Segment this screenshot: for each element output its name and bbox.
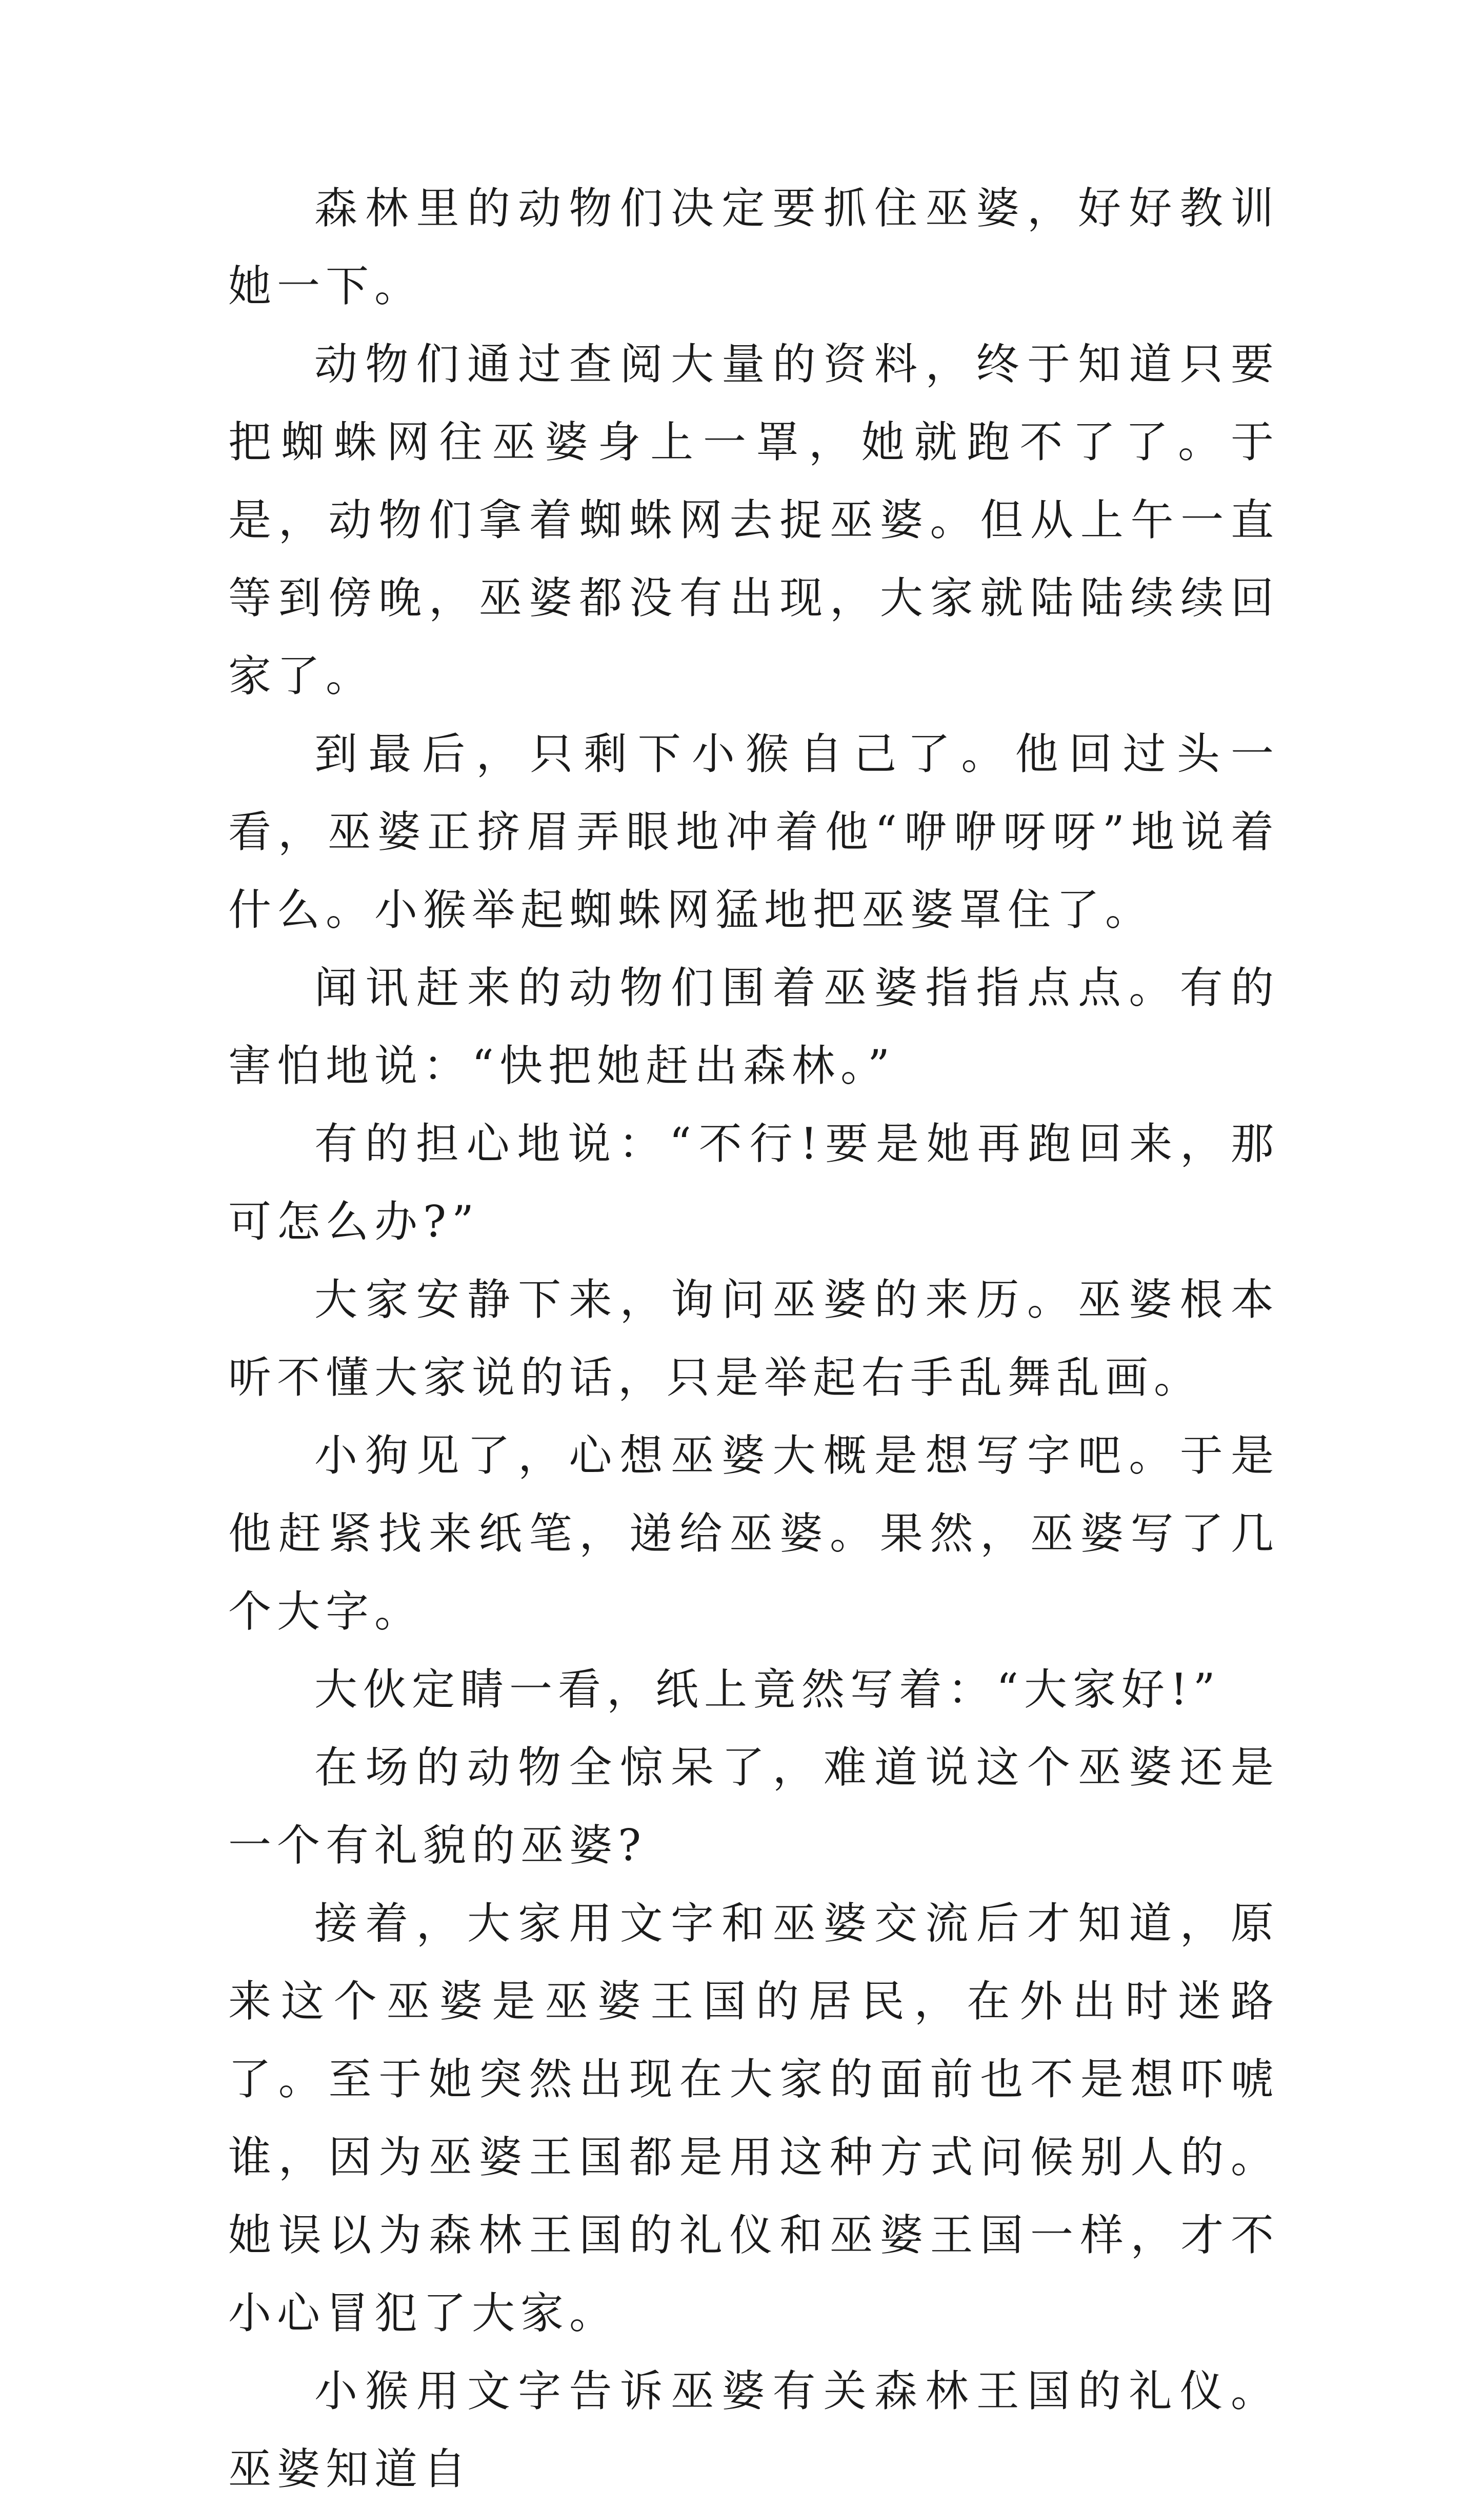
paragraph-4: 闻讯赶来的动物们围着巫婆指指点点。有的害怕地说：“快把她赶出森林。” — [228, 963, 1279, 1091]
paragraph-5: 有的担心地说：“不行!要是她再跑回来，那可怎么办?” — [228, 1119, 1279, 1247]
paragraph-8: 大伙定睛一看，纸上竟然写着：“大家好!” — [314, 1664, 1221, 1715]
paragraph-10: 接着，大家用文字和巫婆交流后才知道，原来这个巫婆是巫婆王国的居民，在外出时迷路了。至于她突然出现在大家的面前也不是想吓唬谁，因为巫婆王国都是用这种方式问候别人的。她误以为森林王国的礼仪和巫婆王国一样，才不小心冒犯了大家。 — [228, 1898, 1279, 2338]
story-text — [228, 169, 1279, 2508]
paragraph-3: 到最后，只剩下小猴自己了。他回过头一看，巫婆正挤眉弄眼地冲着他“咿咿呀呀”地说着什么。小猴举起蜘蛛网猛地把巫婆罩住了。 — [228, 729, 1279, 935]
paragraph-6: 大家安静下来，询问巫婆的来历。巫婆根本听不懂大家说的话，只是举起右手乱舞乱画。 — [228, 1275, 1279, 1403]
paragraph-2: 动物们通过查阅大量的资料，终于知道只要把蜘蛛网往巫婆身上一罩，她就跑不了了。于是，动物们拿着蜘蛛网去捉巫婆。但从上午一直等到傍晚，巫婆都没有出现，大家就陆陆续续回家了。 — [228, 339, 1279, 701]
paragraph-11: 小猴用文字告诉巫婆有关森林王国的礼仪。巫婆知道自 — [228, 2366, 1279, 2494]
paragraph-9: 在场的动物全惊呆了，难道说这个巫婆还是一个有礼貌的巫婆? — [228, 1742, 1279, 1870]
paragraph-7: 小狗见了，心想巫婆大概是想写字吧。于是他赶紧找来纸笔，递给巫婆。果然，巫婆写了几个大字。 — [228, 1430, 1279, 1637]
paragraph-1: 森林里的动物们决定要抓住巫婆，好好教训她一下。 — [228, 183, 1279, 311]
